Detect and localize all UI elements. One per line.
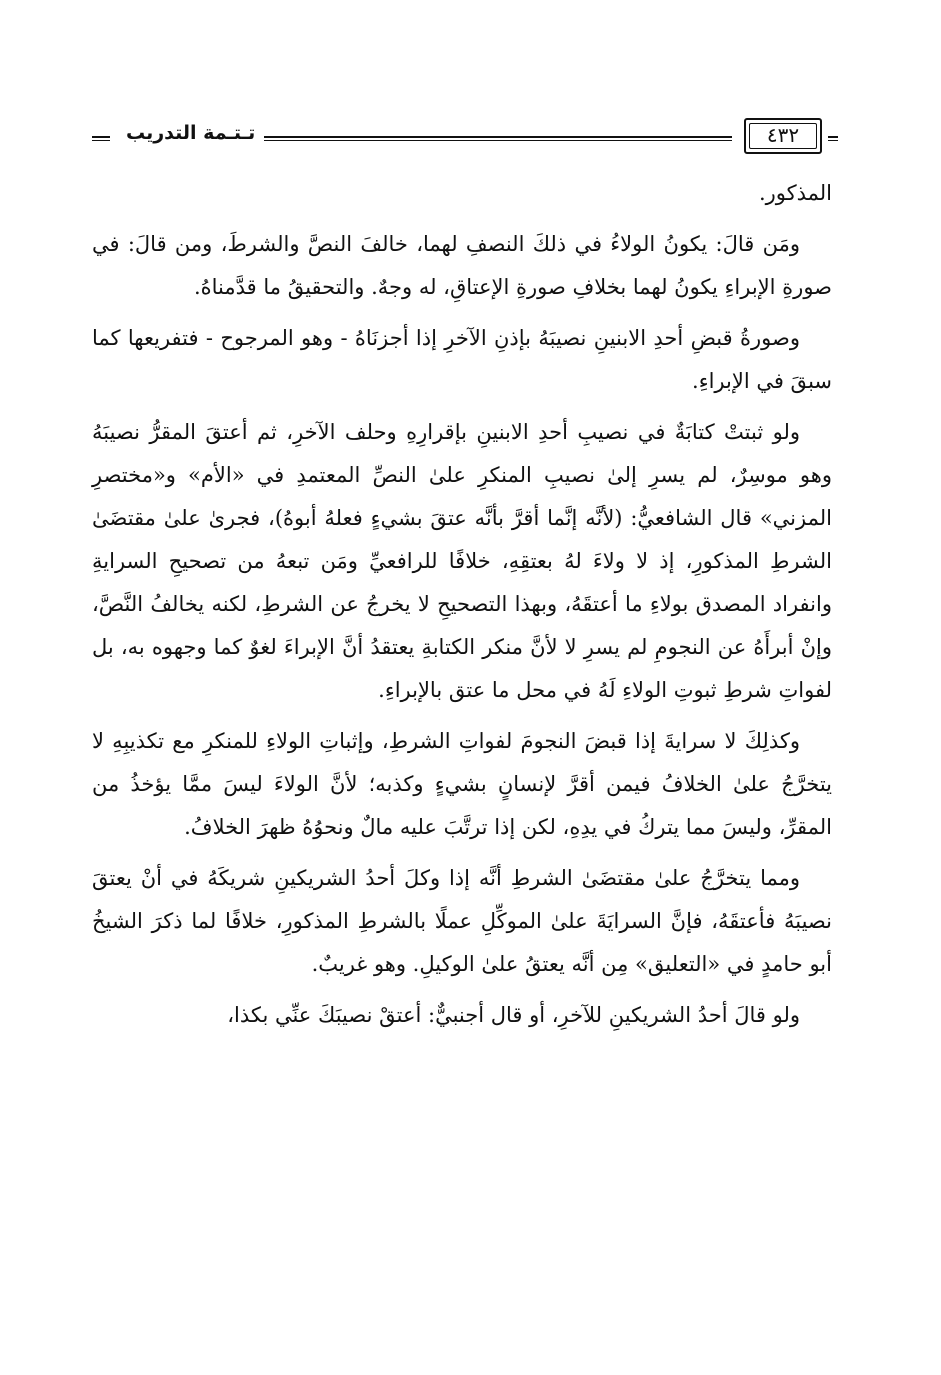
- header-rule-middle: [264, 136, 732, 141]
- paragraph-1: المذكور.: [758, 181, 832, 205]
- book-page: [92, 118, 832, 1045]
- paragraph-3: وصورةُ قبضِ أحدِ الابنينِ نصيبَهُ بإذنِ الآخرِ إذا أجزنَاهُ - وهو المرجوح - فتفريعها كما سبقَ في الإبراءِ.: [92, 326, 832, 393]
- running-title: تـتـمة التدريب: [126, 122, 256, 144]
- paragraph-4: ولو ثبتتْ كتابَةٌ في نصيبِ أحدِ الابنينِ بإقرارِهِ وحلف الآخرِ، ثم أعتقَ المقرُّ نصيبَهُ وهو موسِرٌ، لم يسرِ إلىٰ نصيبِ المنكرِ علىٰ النصِّ المعتمدِ في «الأم» و«مختصرِ المزني» قال الشافعيُّ: (لأنَّه إنَّما أقرَّ بأنَّه عتقَ بشيءٍ فعلهُ أبوهُ)، فجرىٰ علىٰ مقتضَىٰ الشرطِ المذكورِ، إذ لا ولاءَ لهُ بعتقِهِ، خلافًا للرافعيِّ ومَن تبعهُ من تصحيحِ السرايةِ وانفراد المصدق بولاءِ ما أعتقَهُ، وبهذا التصحيحِ لا يخرجُ عن الشرطِ، لكنه يخالفُ النَّصَّ، وإنْ أبرأَهُ عن النجومِ لم يسرِ لا لأنَّ منكر الكتابةِ يعتقدُ أنَّ الإبراءَ لغوٌ كما وجهوه به، بل لفواتِ شرطِ ثبوتِ الولاءِ لَهُ في محل ما عتق بالإبراءِ.: [92, 420, 832, 702]
- paragraph-6: ومما يتخرَّجُ علىٰ مقتضَىٰ الشرطِ أنَّه إذا وكلَ أحدُ الشريكينِ شريكَهُ في أنْ يعتقَ نصيبَهُ فأعتقَهُ، فإنَّ السرايَةَ علىٰ الموكِّلِ عملًا بالشرطِ المذكورِ، خلافًا لما ذكرَ الشيخُ أبو حامدٍ في «التعليق» مِن أنَّه يعتقُ علىٰ الوكيلِ. وهو غريبٌ.: [92, 866, 832, 976]
- paragraph-5: وكذلِكَ لا سرايةَ إذا قبضَ النجومَ لفواتِ الشرطِ، وإثباتِ الولاءِ للمنكرِ مع تكذيبِهِ لا يتخرَّجُ علىٰ الخلافُ فيمن أقرَّ لإنسانٍ بشيءٍ وكذبه؛ لأنَّ الولاءَ ليسَ ممَّا يؤخذُ من المقرِّ، وليسَ مما يتركُ في يدِهِ، لكن إذا ترتَّبَ عليه مالٌ ونحوُهُ ظهرَ الخلافُ.: [92, 729, 832, 839]
- paragraph-7: ولو قالَ أحدُ الشريكينِ للآخرِ، أو قال أجنبيٌّ: أعتقْ نصيبَكَ عنِّي بكذا،: [227, 1003, 800, 1027]
- header-rule-left: [92, 136, 110, 141]
- page-header: [92, 118, 832, 158]
- page-number-frame: [744, 118, 822, 154]
- paragraph-2: ومَن قالَ: يكونُ الولاءُ في ذلكَ النصفِ لهما، خالفَ النصَّ والشرطَ، ومن قالَ: في صورةِ الإبراءِ يكونُ لهما بخلافِ صورةِ الإعتاقِ، له وجهٌ. والتحقيقُ ما قدَّمناهُ.: [92, 232, 832, 299]
- page-number: ٤٣٢: [766, 123, 800, 147]
- body-text: [92, 172, 832, 1037]
- header-rule-right: [828, 136, 838, 141]
